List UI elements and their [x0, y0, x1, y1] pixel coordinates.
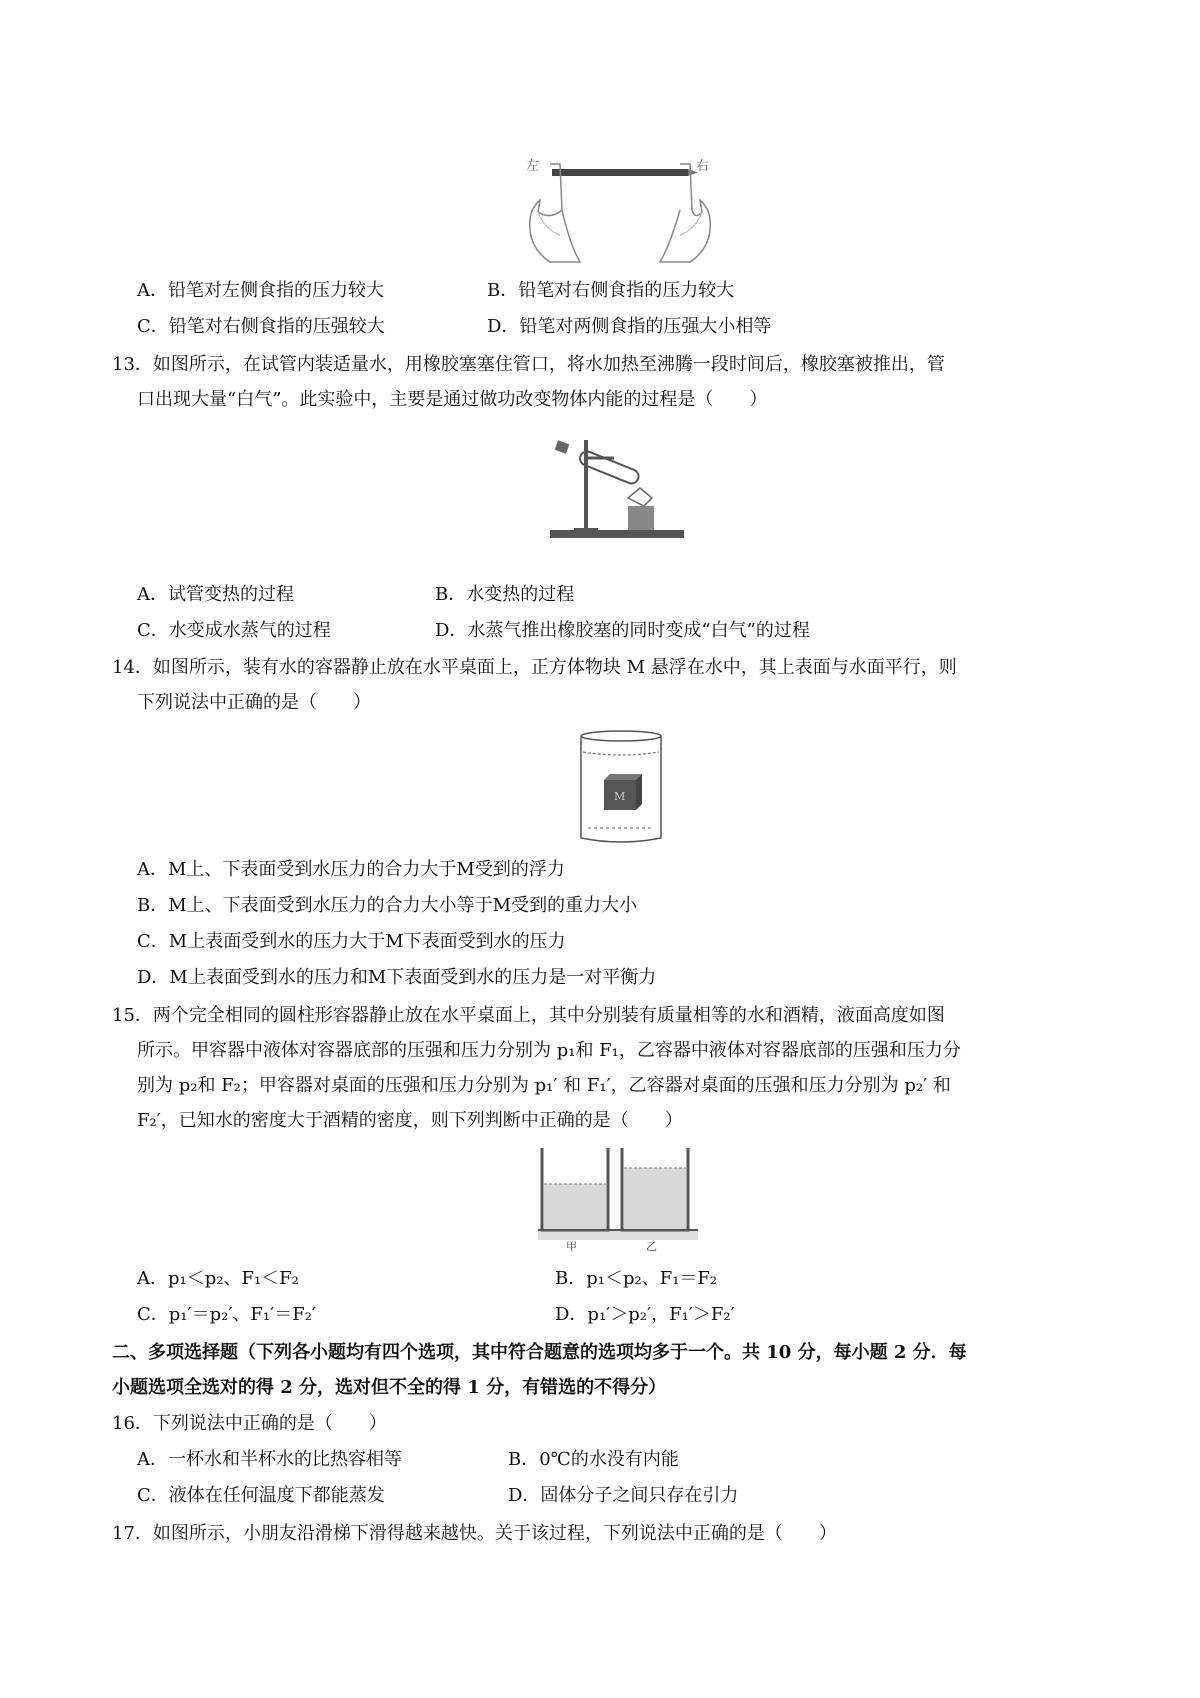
cube-label: M — [614, 790, 626, 803]
q13-option-d: D．水蒸气推出橡胶塞的同时变成“白气”的过程 — [435, 620, 810, 641]
q13-option-b: B．水变热的过程 — [435, 584, 575, 605]
container-label-jia: 甲 — [566, 1240, 577, 1253]
q15-option-a: A．p₁＜p₂、F₁＜F₂ — [137, 1268, 299, 1289]
q14-stem-line-1: 14．如图所示，装有水的容器静止放在水平桌面上，正方体物块 M 悬浮在水中，其上表面与水面平行，则 — [112, 657, 957, 678]
q14-option-c: C．M上表面受到水的压力大于M下表面受到水的压力 — [137, 931, 566, 952]
q17-stem: 17．如图所示，小朋友沿滑梯下滑得越来越快。关于该过程，下列说法中正确的是（ ） — [112, 1523, 837, 1544]
right-finger-icon — [660, 164, 710, 262]
section-2-heading-line-1: 二、多项选择题（下列各小题均有四个选项，其中符合题意的选项均多于一个。共 10 分，每小题 2 分．每 — [112, 1342, 967, 1363]
container-label-yi: 乙 — [646, 1240, 657, 1253]
q15-option-b: B．p₁＜p₂、F₁＝F₂ — [555, 1268, 718, 1289]
q12-option-c: C．铅笔对右侧食指的压强较大 — [137, 316, 385, 337]
q12-option-b: B．铅笔对右侧食指的压力较大 — [487, 280, 735, 301]
q12-option-a: A．铅笔对左侧食指的压力较大 — [137, 280, 384, 301]
two-containers-figure — [538, 1146, 698, 1254]
q12-option-d: D．铅笔对两侧食指的压强大小相等 — [487, 316, 772, 337]
q16-option-b: B．0℃的水没有内能 — [508, 1449, 679, 1470]
q16-stem: 16．下列说法中正确的是（ ） — [112, 1413, 387, 1434]
q13-option-a: A．试管变热的过程 — [137, 584, 294, 605]
q15-stem-line-2: 所示。甲容器中液体对容器底部的压强和压力分别为 p₁和 F₁，乙容器中液体对容器底部的压强和压力分 — [137, 1040, 961, 1061]
q16-option-d: D．固体分子之间只存在引力 — [508, 1485, 739, 1506]
q15-option-d: D．p₁′＞p₂′，F₁′＞F₂′ — [555, 1304, 735, 1325]
pencil-icon — [552, 169, 688, 176]
q13-stem-line-1: 13．如图所示，在试管内装适量水，用橡胶塞塞住管口，将水加热至沸腾一段时间后，橡胶塞被推出，管 — [112, 354, 945, 375]
test-tube-heating-figure — [548, 428, 686, 540]
q14-option-d: D．M上表面受到水的压力和M下表面受到水的压力是一对平衡力 — [137, 967, 657, 988]
alcohol-lamp-icon — [628, 506, 654, 530]
q16-option-a: A．一杯水和半杯水的比热容相等 — [137, 1449, 402, 1470]
pencil-fingers-figure — [520, 150, 720, 265]
q15-stem-line-1: 15．两个完全相同的圆柱形容器静止放在水平桌面上，其中分别装有质量相等的水和酒精，液面高度如图 — [112, 1005, 945, 1026]
section-2-heading-line-2: 小题选项全选对的得 2 分，选对但不全的得 1 分，有错选的不得分） — [112, 1377, 667, 1398]
q15-stem-line-3: 别为 p₂和 F₂；甲容器对桌面的压强和压力分别为 p₁′ 和 F₁′，乙容器对桌面的压强和压力分别为 p₂′ 和 — [137, 1075, 951, 1096]
q14-stem-line-2: 下列说法中正确的是（ ） — [137, 692, 371, 713]
beaker-cube-figure — [576, 728, 666, 846]
q15-stem-line-4: F₂′，已知水的密度大于酒精的密度，则下列判断中正确的是（ ） — [137, 1110, 683, 1131]
rubber-stopper-icon — [555, 440, 570, 454]
q14-option-a: A．M上、下表面受到水压力的合力大于M受到的浮力 — [137, 859, 565, 880]
figure-label-left: 左 — [526, 159, 540, 174]
left-finger-icon — [530, 164, 580, 262]
q16-option-c: C．液体在任何温度下都能蒸发 — [137, 1485, 385, 1506]
figure-label-right: 右 — [696, 159, 710, 174]
q13-option-c: C．水变成水蒸气的过程 — [137, 620, 331, 641]
q13-stem-line-2: 口出现大量“白气”。此实验中，主要是通过做功改变物体内能的过程是（ ） — [137, 389, 768, 410]
q14-option-b: B．M上、下表面受到水压力的合力大小等于M受到的重力大小 — [137, 895, 638, 916]
q15-option-c: C．p₁′＝p₂′、F₁′＝F₂′ — [137, 1304, 317, 1325]
